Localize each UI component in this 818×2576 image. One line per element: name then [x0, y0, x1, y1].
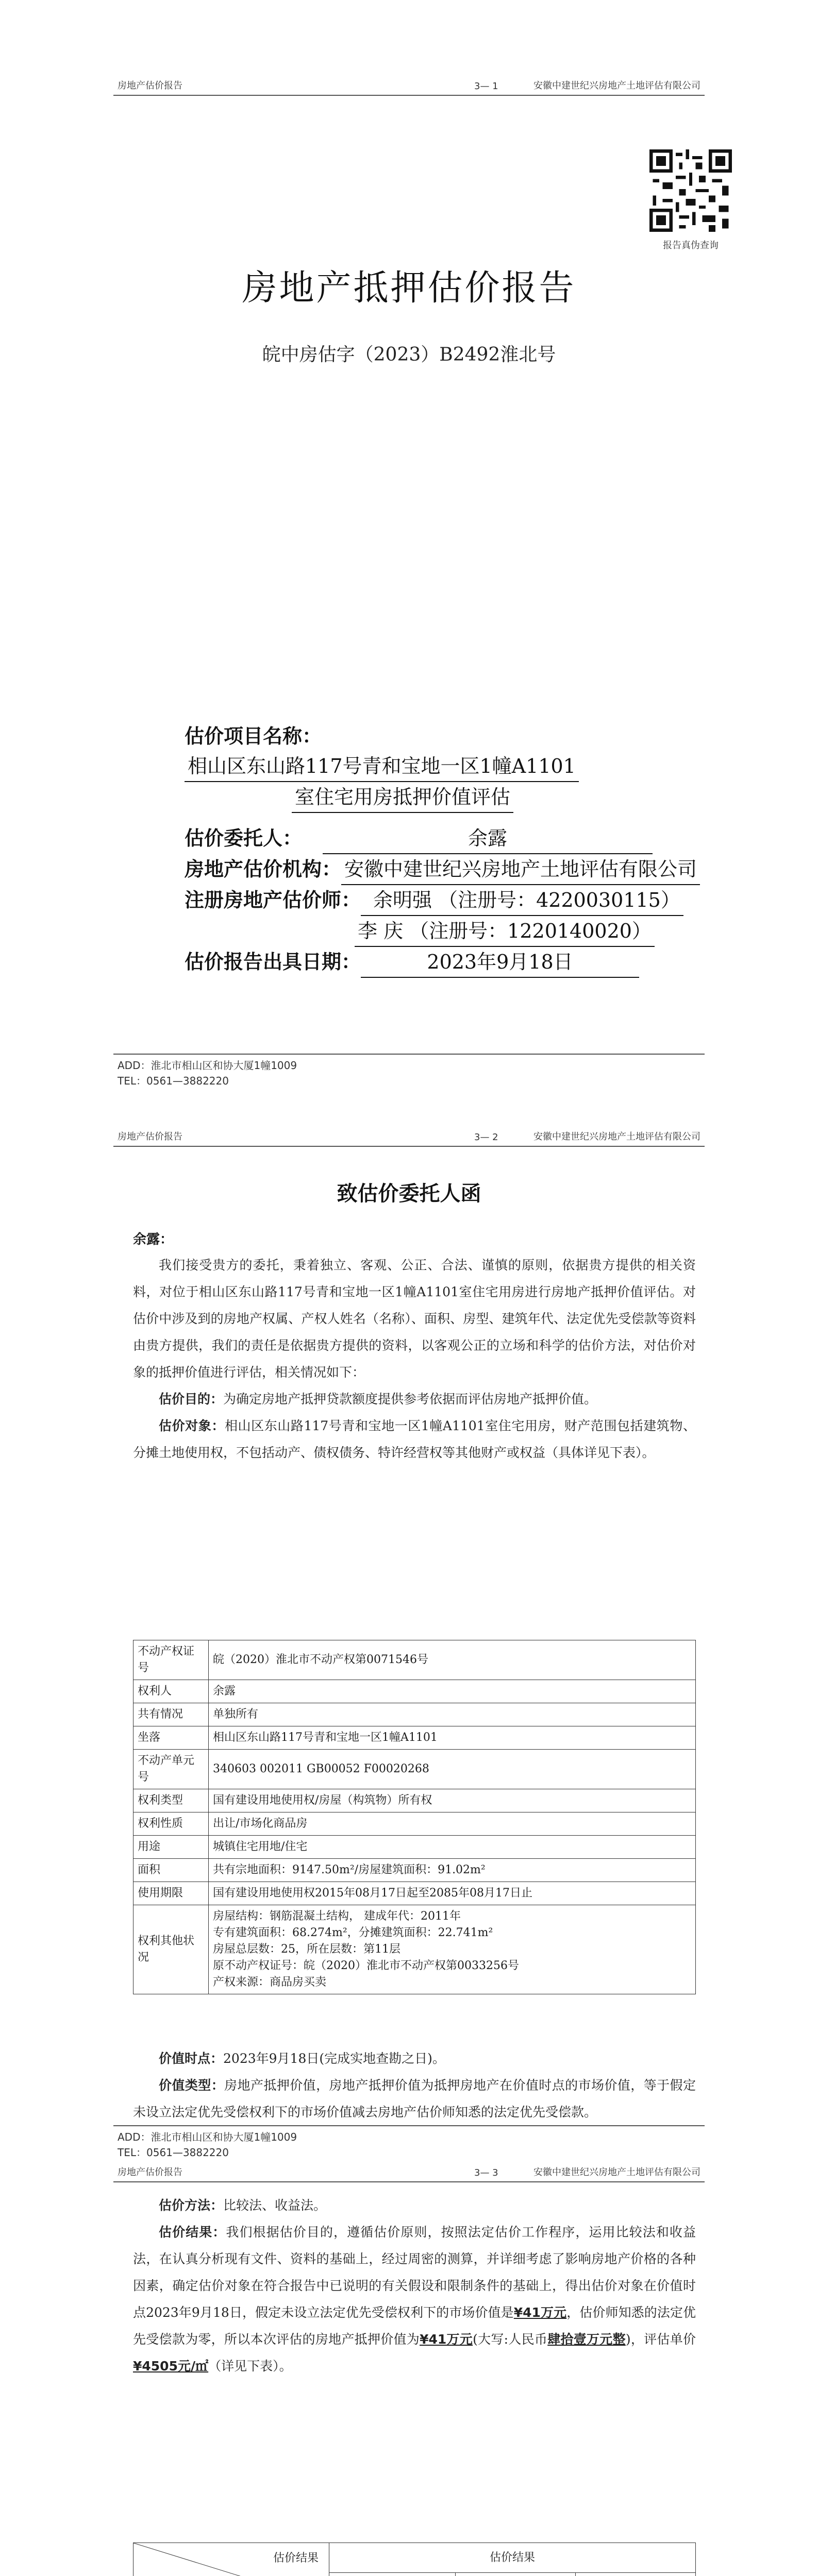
project-value-cont: 室住宅用房抵押价值评估: [292, 782, 513, 813]
page-footer: [113, 1054, 705, 1090]
footer-tel: TEL：0561—3882220: [118, 2146, 229, 2159]
other-status-line: 原不动产权证号：皖（2020）淮北市不动产权第0033256号: [213, 1959, 519, 1972]
column-header: [329, 2573, 456, 2576]
table-key: 使用期限: [133, 1882, 209, 1905]
result-market-value: ¥41万元: [513, 2305, 567, 2320]
letter-body: [133, 1252, 696, 1466]
value-table: [133, 2543, 696, 2576]
result-unit-price: ¥4505元/㎡: [133, 2359, 209, 2374]
cover-info: [185, 721, 705, 978]
agency-label: 房地产估价机构：: [185, 858, 342, 880]
cover-row-client: [185, 823, 705, 854]
column-header: [575, 2573, 695, 2576]
date-value: 2023年9月18日: [361, 947, 639, 978]
other-status-line: 专有建筑面积：68.274m²，分摊建筑面积：22.741m²: [213, 1926, 493, 1939]
table-value: 皖（2020）淮北市不动产权第0071546号: [209, 1640, 696, 1680]
table-key: 坐落: [133, 1726, 209, 1750]
table-value: 国有建设用地使用权/房屋（构筑物）所有权: [209, 1789, 696, 1812]
cover-page: [0, 0, 818, 1090]
table-key: 不动产权证号: [133, 1640, 209, 1680]
client-value: 余露: [323, 823, 653, 854]
client-label: 估价委托人：: [185, 827, 303, 850]
table-group-header: 估价结果: [329, 2543, 696, 2573]
table-value: 国有建设用地使用权2015年08月17日起至2085年08月17日止: [209, 1882, 696, 1905]
purpose-paragraph: [133, 1386, 696, 1413]
table-row: [133, 1750, 696, 1789]
header-right: 安徽中建世纪兴房地产土地评估有限公司: [533, 80, 700, 91]
object-paragraph: [133, 1413, 696, 1466]
header-left: 房地产估价报告: [118, 80, 182, 91]
table-row: [133, 1703, 696, 1726]
table-key: 权利性质: [133, 1812, 209, 1836]
result-pre: 我们根据估价目的，遵循估价原则，按照法定估价工作程序，运用比较法和收益法，在认真分析现有文件、资料的基础上，经过周密的测算，并详细考虑了影响房地产价格的各种因素，确定估价对象在符合报告中已说明的有关假设和限制条件的基础上，得出估价对象在价值时点2023年9月18日，假定未设立法定优先受偿权利下的市场价值是: [133, 2225, 696, 2320]
table-key: 面积: [133, 1859, 209, 1882]
table-row: [133, 1836, 696, 1859]
table-value: 共有宗地面积：9147.50m²/房屋建筑面积：91.02m²: [209, 1859, 696, 1882]
table-value: 城镇住宅用地/住宅: [209, 1836, 696, 1859]
result-mid: ，估价师知悉的法定优先受偿款为零，所以本次评估的房地产抵押价值为: [133, 2305, 696, 2347]
cover-row-date: [185, 947, 705, 978]
table-diagonal-header: [133, 2543, 329, 2576]
purpose-label: 估价目的：: [159, 1392, 224, 1406]
table-value: 相山区东山路117号青和宝地一区1幢A1101: [209, 1726, 696, 1750]
table-row: [133, 1640, 696, 1680]
result-end: （详见下表）。: [208, 2359, 292, 2374]
result-cn-value: 肆拾壹万元整: [547, 2332, 626, 2347]
result-unit-prefix: )，评估单价: [625, 2332, 696, 2347]
header-right: 安徽中建世纪兴房地产土地评估有限公司: [533, 2167, 700, 2178]
letter-intro: 我们接受贵方的委托，秉着独立、客观、公正、合法、谨慎的原则，依据贵方提供的相关资料，对位于相山区东山路117号青和宝地一区1幢A1101室住宅用房进行房地产抵押价值评估。对估价中涉及到的房地产权属、产权人姓名（名称）、面积、房型、建筑年代、法定优先受偿款等资料由贵方提供，我们的责任是依据贵方提供的资料，以客观公正的立场和科学的估价方法，对估价对象的抵押价值进行评估，相关情况如下：: [133, 1258, 696, 1380]
table-value: 340603 002011 GB00052 F00020268: [209, 1750, 696, 1789]
table-key: 权利类型: [133, 1789, 209, 1812]
table-key: 不动产单元号: [133, 1750, 209, 1789]
date-label: 估价报告出具日期：: [185, 951, 361, 973]
cover-row-agency: [185, 854, 705, 885]
other-status-line: 房屋结构：钢筋混凝土结构， 建成年代：2011年: [213, 1910, 461, 1923]
object-label: 估价对象：: [159, 1418, 225, 1433]
table-row: [133, 1859, 696, 1882]
letter-body-cont: [133, 2045, 696, 2126]
header-left: 房地产估价报告: [118, 2167, 182, 2178]
document-number: 皖中房估字（2023）B2492淮北号: [262, 344, 556, 365]
page-header: [113, 2164, 705, 2182]
header-page-number: 3— 1: [474, 81, 498, 92]
header-left: 房地产估价报告: [118, 1131, 182, 1142]
column-header: [455, 2573, 575, 2576]
header-page-number: 3— 2: [474, 1132, 498, 1143]
header-right: 安徽中建世纪兴房地产土地评估有限公司: [533, 1131, 700, 1142]
agency-value: 安徽中建世纪兴房地产土地评估有限公司: [341, 854, 700, 885]
cover-row-appraiser-1: [185, 885, 705, 916]
qr-caption: 报告真伪查询: [663, 240, 719, 251]
cover-row-appraiser-2: [355, 916, 705, 947]
method-text: 比较法、收益法。: [223, 2198, 327, 2213]
table-value: 单独所有: [209, 1703, 696, 1726]
appraiser-2-value: 李 庆 （注册号：1220140020）: [355, 916, 655, 947]
report-title: 房地产抵押估价报告: [242, 268, 576, 309]
letter-addressee: 余露：: [133, 1232, 174, 1247]
cover-row-project: [185, 721, 705, 782]
letter-body-p3: [133, 2192, 696, 2380]
table-key: 共有情况: [133, 1703, 209, 1726]
value-date-label: 价值时点：: [159, 2051, 224, 2066]
page-footer: [113, 2125, 705, 2161]
value-type-text: 房地产抵押价值，房地产抵押价值为抵押房地产在价值时点的市场价值，等于假定未设立法定优先受偿权利下的市场价值减去房地产估价师知悉的法定优先受偿款。: [133, 2078, 696, 2120]
header-page-number: 3— 3: [474, 2167, 498, 2178]
table-value: [209, 1905, 696, 1994]
value-type-label: 价值类型：: [159, 2078, 225, 2093]
type-paragraph: [133, 2072, 696, 2126]
object-text: 相山区东山路117号青和宝地一区1幢A1101室住宅用房，财产范围包括建筑物、分摊土地使用权，不包括动产、债权债务、特许经营权等其他财产或权益（具体详见下表）。: [133, 1418, 696, 1460]
table-key: 权利其他状况: [133, 1905, 209, 1994]
table-row: [133, 1789, 696, 1812]
qr-code-icon[interactable]: [649, 149, 732, 232]
footer-tel: TEL：0561—3882220: [118, 1075, 229, 1087]
table-value: 出让/市场化商品房: [209, 1812, 696, 1836]
table-value: 余露: [209, 1680, 696, 1703]
date-paragraph: [133, 2045, 696, 2072]
table-row: [133, 1905, 696, 1994]
footer-address: ADD：淮北市相山区和协大厦1幢1009: [118, 1059, 297, 1072]
diagonal-top-label: 估价结果: [273, 2552, 319, 2565]
table-header-row: [133, 2543, 696, 2573]
value-date-text: 2023年9月18日(完成实地查勘之日)。: [223, 2051, 445, 2066]
table-row: [133, 1812, 696, 1836]
table-key: 用途: [133, 1836, 209, 1859]
letter-title: 致估价委托人函: [337, 1182, 481, 1206]
project-value: 相山区东山路117号青和宝地一区1幢A1101: [185, 751, 579, 782]
object-table: [133, 1640, 696, 1994]
appraiser-label: 注册房地产估价师：: [185, 889, 361, 911]
footer-address: ADD：淮北市相山区和协大厦1幢1009: [118, 2131, 297, 2143]
table-row: [133, 1680, 696, 1703]
result-cn-prefix: (大写:人民币: [473, 2332, 548, 2347]
project-label: 估价项目名称：: [185, 725, 322, 748]
table-key: 权利人: [133, 1680, 209, 1703]
result-mortgage-value: ¥41万元: [420, 2332, 473, 2347]
method-label: 估价方法：: [159, 2198, 224, 2213]
method-paragraph: [133, 2192, 696, 2219]
table-row: [133, 1882, 696, 1905]
cover-row-project-cont: [292, 782, 705, 813]
other-status-line: 产权来源：商品房买卖: [213, 1976, 327, 1989]
table-row: [133, 1726, 696, 1750]
result-paragraph: [133, 2219, 696, 2380]
other-status-line: 房屋总层数：25，所在层数：第11层: [213, 1943, 400, 1956]
purpose-text: 为确定房地产抵押贷款额度提供参考依据而评估房地产抵押价值。: [223, 1392, 597, 1406]
page-header: [113, 77, 705, 96]
result-label: 估价结果：: [159, 2225, 226, 2240]
appraiser-1-value: 余明强 （注册号：4220030115）: [361, 885, 683, 916]
page-header: [113, 1128, 705, 1147]
